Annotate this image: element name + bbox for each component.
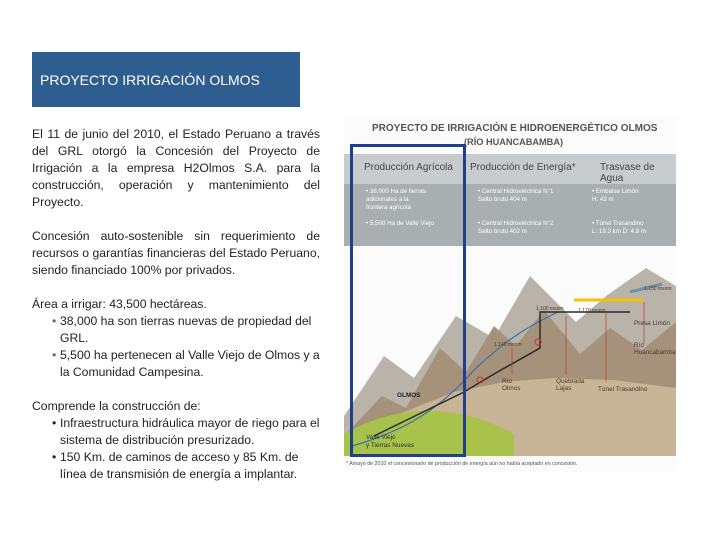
agricola-highlight-box (350, 144, 466, 457)
area-list (32, 313, 320, 381)
label-valle: Valle Viejo (366, 434, 396, 441)
bullet-icon: • (52, 416, 57, 430)
list-item: • 38,000 ha son tierras nuevas de propiedad del GRL. (52, 314, 312, 345)
info-agricola: • 38,000 Ha de tierras adicionales a la frontera agrícola • 5,500 Ha de Valle Viejo (366, 188, 434, 227)
label-tunel: Túnel Trasandino (598, 386, 648, 393)
area-lead: Área a irrigar: 43,500 hectáreas. (32, 297, 207, 311)
paragraph-concession: El 11 de junio del 2010, el Estado Peruano a través del GRL otorgó la Concesión del Proyecto de Irrigación a la empresa H2Olmos S.A. para la construcción, operación y mantenimiento del Proyecto. (32, 127, 320, 209)
bullet-icon: • (52, 348, 57, 362)
label-quebrada: Quebrada Lajas (556, 378, 585, 392)
list-item: • 150 Km. de caminos de acceso y 85 Km. de línea de transmisión de energía a implantar. (52, 450, 299, 481)
construction-list (32, 415, 320, 483)
info-energia: • Central Hidroeléctrica N°1 Salto bruto 404 m • Central Hidroeléctrica N°2 Salto bruto 402 m (478, 188, 554, 235)
construction-lead: Comprende la construcción de: (32, 399, 201, 413)
label-olmos: OLMOS (397, 392, 421, 399)
column-energia: Producción de Energía* (470, 162, 576, 173)
slide-title-box (32, 52, 300, 107)
label-altitude-2: 1,100 msnm (536, 306, 564, 312)
slide-title: PROYECTO IRRIGACIÓN OLMOS (40, 71, 260, 88)
paragraph-financing: Concesión auto-sostenible sin requerimiento de recursos o garantías financieras del Estado Peruano, siendo financiado 100% por privados. (32, 229, 320, 277)
diagram-subtitle: (RÍO HUANCABAMBA) (464, 137, 564, 147)
label-tierras: y Tierras Nuevas (366, 442, 414, 449)
info-trasvase: • Embalse Limón H: 43 m • Túnel Trasandino L: 19.3 km D: 4.8 m (592, 188, 646, 235)
column-trasvase: Trasvase de Agua (600, 162, 655, 184)
label-presa: Presa Limón (634, 320, 670, 327)
column-agricola: Producción Agrícola (364, 162, 453, 173)
bullet-icon: • (52, 314, 57, 328)
label-rio-olmos: Río Olmos (502, 378, 521, 392)
label-rio-huancabamba: Río Huancabamba (634, 342, 676, 356)
label-altitude-3: 1,170 msnm (578, 308, 606, 314)
label-altitude-4: 1,150 msnm (644, 286, 672, 292)
list-item: • 5,500 ha pertenecen al Valle Viejo de Olmos y a la Comunidad Campesina. (52, 348, 320, 379)
bullet-icon: • (52, 450, 57, 464)
diagram-footnote: * Amayo de 2010 el concesionario de producción de energía aún no había aceptado en concesión. (346, 461, 578, 467)
label-altitude-1: 1,140 msnm (494, 342, 522, 348)
list-item: • Infraestructura hidráulica mayor de riego para el sistema de distribución presurizado. (52, 416, 320, 447)
slide-body (32, 126, 320, 500)
diagram-title: PROYECTO DE IRRIGACIÓN E HIDROENERGÉTICO OLMOS (372, 123, 658, 134)
